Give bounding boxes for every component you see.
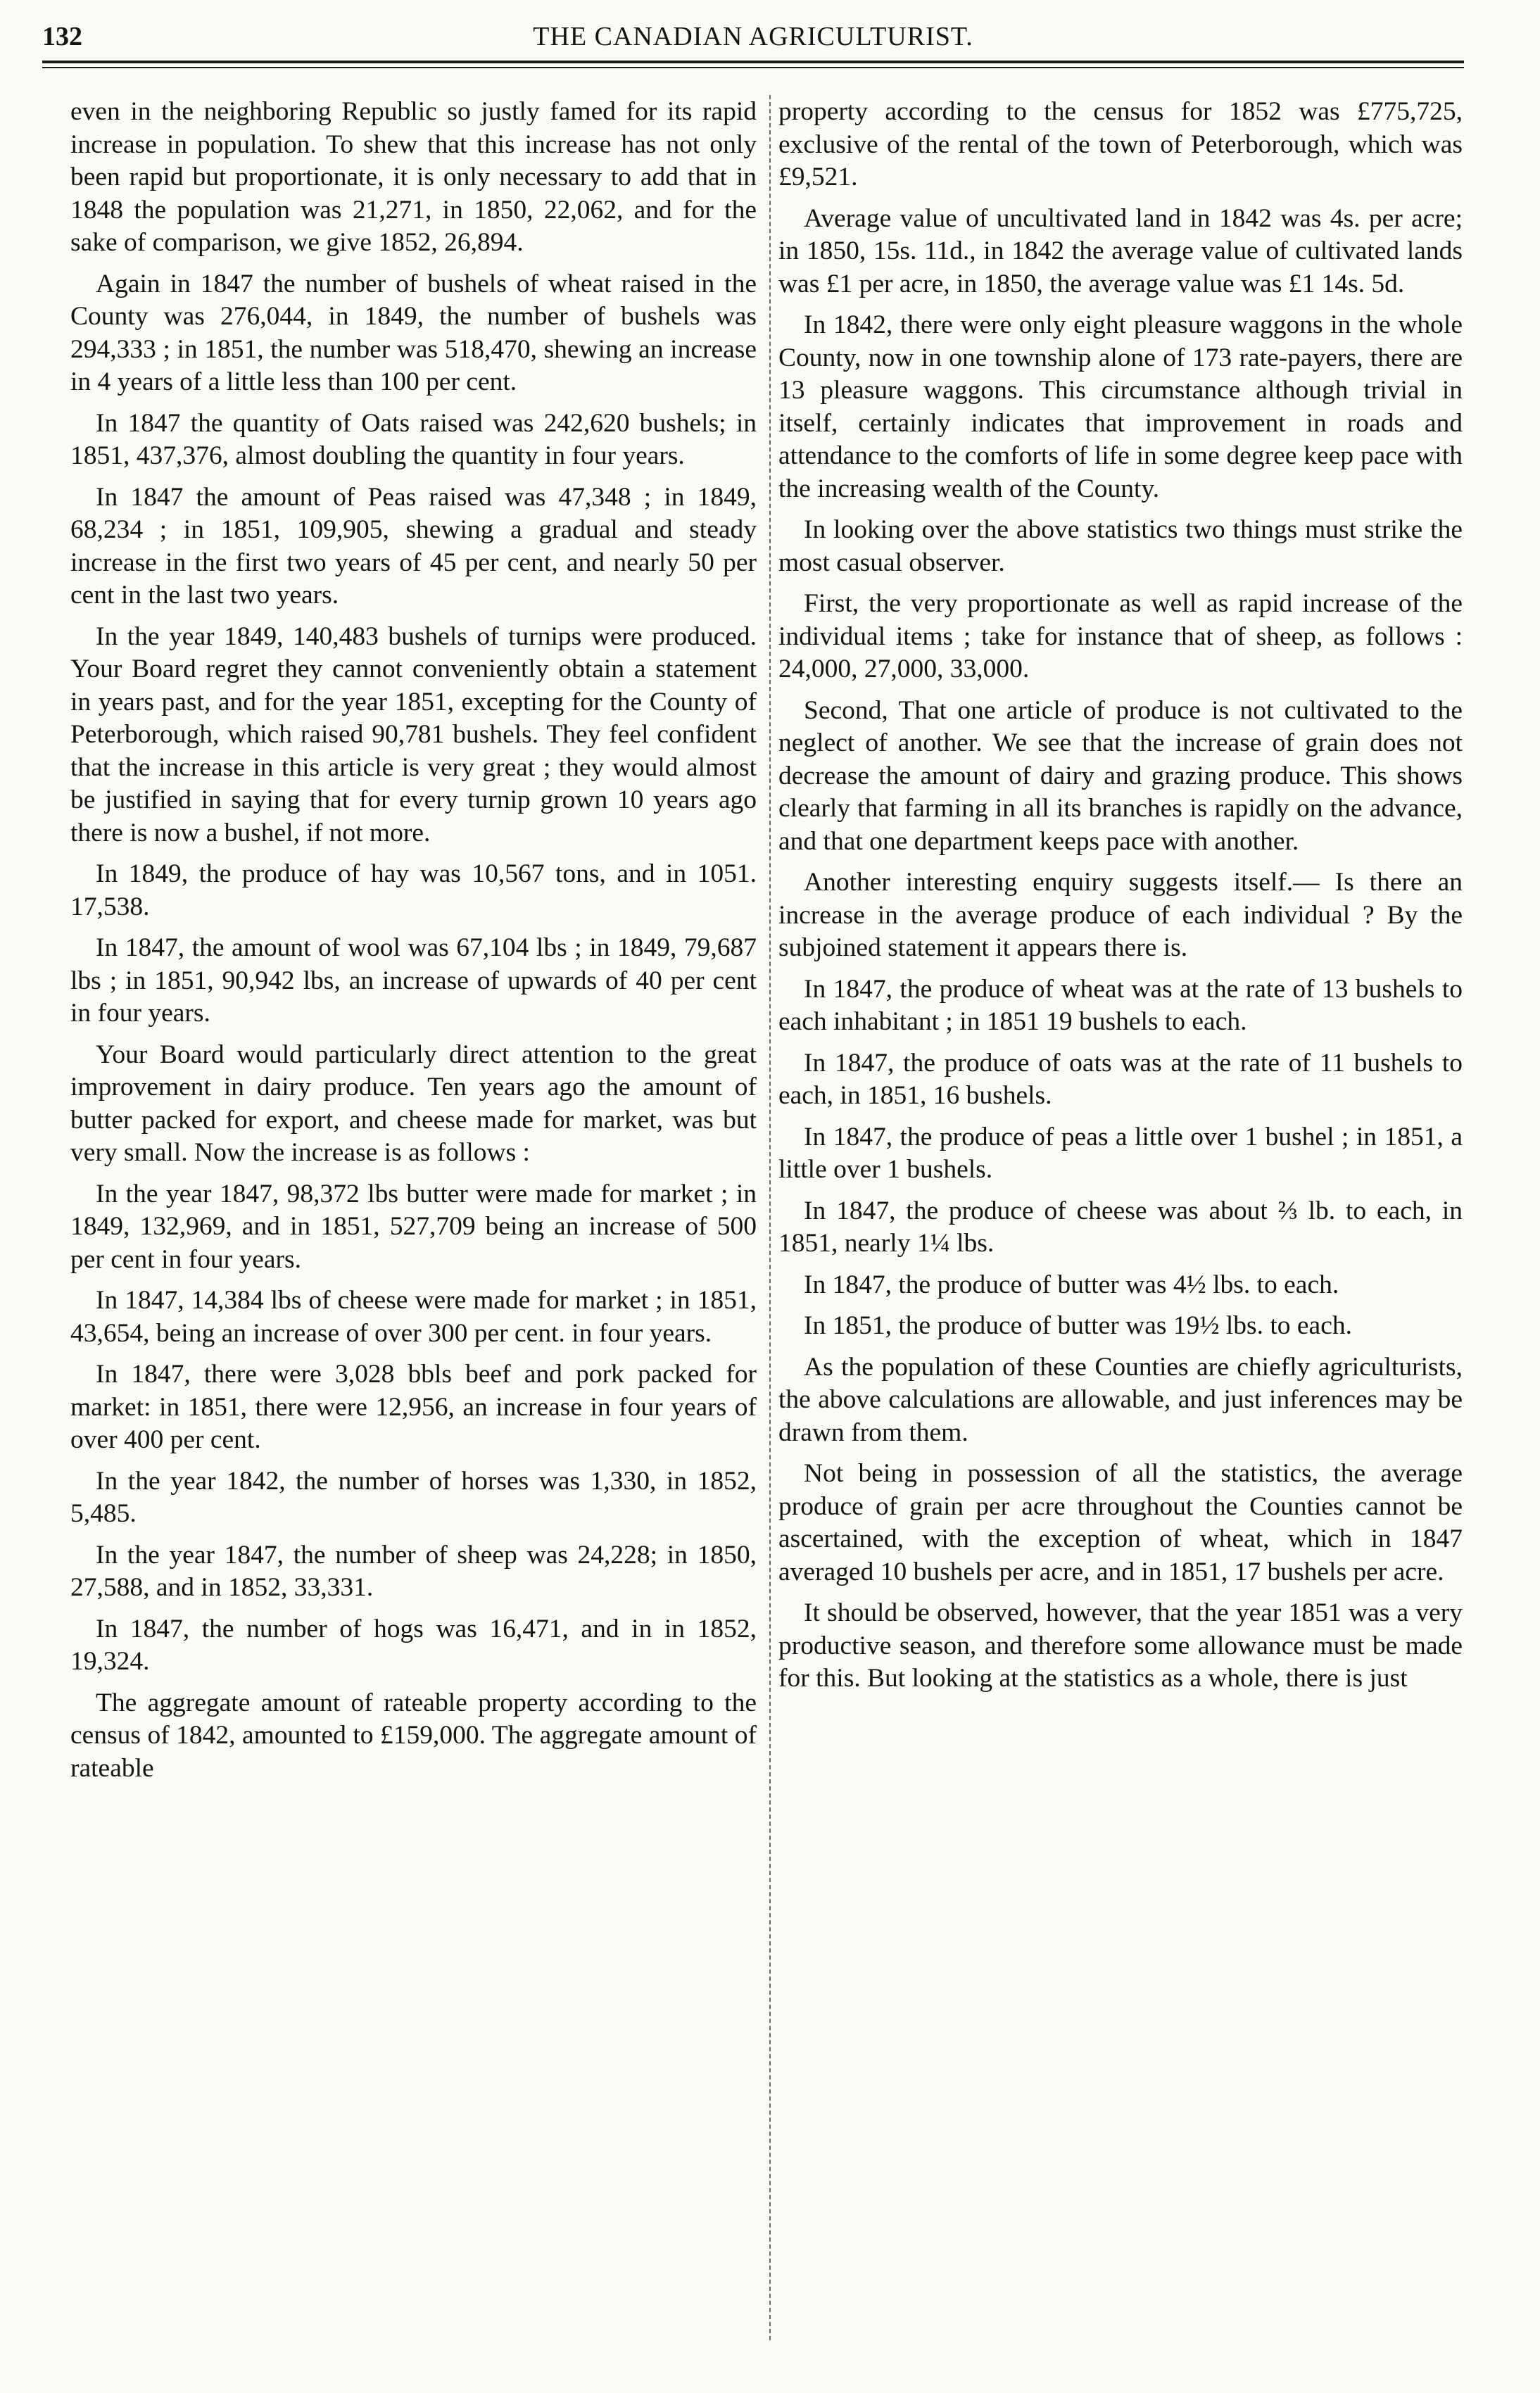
paragraph: Your Board would particularly direct attention to the great improvement in dairy produce. Ten years ago the amount of butter packed for export, and cheese made for market, was but very small. Now the increase is as follows : xyxy=(70,1040,757,1167)
column-divider xyxy=(769,95,771,2340)
paragraph: The aggregate amount of rateable property according to the census of 1842, amounted to £159,000. The aggregate amount of rateable xyxy=(70,1688,757,1783)
paragraph: In 1851, the produce of butter was 19½ lbs. to each. xyxy=(804,1311,1352,1340)
header-rule-thick xyxy=(42,61,1464,63)
paragraph: It should be observed, however, that the year 1851 was a very productive season, and therefore some allowance must be made for this. But looking at the statistics as a whole, there is just xyxy=(778,1598,1463,1693)
paragraph: In the year 1849, 140,483 bushels of turnips were produced. Your Board regret they cannot conveniently obtain a statement in years past, and for the year 1851, excepting for the County of Peterborough, which raised 90,781 bushels. They feel confident that the increase in this article is very great ; they would almost be justified in saying that for every turnip grown 10 years ago there is now a bushel, if not more. xyxy=(70,621,757,847)
paragraph: In the year 1847, 98,372 lbs butter were made for market ; in 1849, 132,969, and in 1851, 527,709 being an increase of 500 per cent in four years. xyxy=(70,1179,757,1274)
paragraph: First, the very proportionate as well as rapid increase of the individual items ; take for instance that of sheep, as follows : 24,000, 27,000, 33,000. xyxy=(778,589,1463,683)
paragraph: In 1849, the produce of hay was 10,567 tons, and in 1051. 17,538. xyxy=(70,859,757,921)
paragraph: Again in 1847 the number of bushels of wheat raised in the County was 276,044, in 1849, the number of bushels was 294,333 ; in 1851, the number was 518,470, shewing an increase in 4 years of a little less than 100 per cent. xyxy=(70,269,757,396)
paragraph: As the population of these Counties are chiefly agriculturists, the above calculations are allowable, and just inferences may be drawn from them. xyxy=(778,1352,1463,1447)
header-rule-thin xyxy=(42,67,1464,68)
paragraph: Average value of uncultivated land in 1842 was 4s. per acre; in 1850, 15s. 11d., in 1842 the average value of cultivated lands was £1 per acre, in 1850, the average value was £1 14s. 5d. xyxy=(778,203,1463,298)
paragraph: In 1847, the produce of wheat was at the rate of 13 bushels to each inhabitant ; in 1851 19 bushels to each. xyxy=(778,974,1463,1036)
paragraph: Not being in possession of all the statistics, the average produce of grain per acre throughout the Counties cannot be ascertained, with the exception of wheat, which in 1847 averaged 10 bushels per acre, and in 1851, 17 bushels per acre. xyxy=(778,1459,1463,1586)
left-column xyxy=(70,96,757,2348)
paragraph: In 1847, the produce of peas a little over 1 bushel ; in 1851, a little over 1 bushels. xyxy=(778,1122,1463,1184)
running-title: THE CANADIAN AGRICULTURIST. xyxy=(533,22,973,51)
paragraph: In 1842, there were only eight pleasure waggons in the whole County, now in one township alone of 173 rate-payers, there are 13 pleasure waggons. This circumstance although trivial in itself, certainly indicates that improvement in roads and attendance to the comforts of life in some degree keep pace with the increasing wealth of the County. xyxy=(778,310,1463,503)
paragraph: In 1847 the quantity of Oats raised was 242,620 bushels; in 1851, 437,376, almost doubling the quantity in four years. xyxy=(70,408,757,470)
paragraph: In the year 1842, the number of horses was 1,330, in 1852, 5,485. xyxy=(70,1466,757,1528)
paragraph: Second, That one article of produce is not cultivated to the neglect of another. We see that the increase of grain does not decrease the amount of dairy and grazing produce. This shows clearly that farming in all its branches is rapidly on the advance, and that one department keeps pace with another. xyxy=(778,695,1463,856)
page-header xyxy=(42,18,1464,59)
paragraph: In 1847 the amount of Peas raised was 47,348 ; in 1849, 68,234 ; in 1851, 109,905, shewing a gradual and steady increase in the first two years of 45 per cent, and nearly 50 per cent in the last two years. xyxy=(70,482,757,610)
paragraph: In 1847, the produce of cheese was about ⅔ lb. to each, in 1851, nearly 1¼ lbs. xyxy=(778,1196,1463,1258)
paragraph: In 1847, the number of hogs was 16,471, and in in 1852, 19,324. xyxy=(70,1614,757,1676)
paragraph: In 1847, the produce of butter was 4½ lbs. to each. xyxy=(804,1270,1339,1299)
paragraph: In 1847, the produce of oats was at the rate of 11 bushels to each, in 1851, 16 bushels. xyxy=(778,1048,1463,1110)
paragraph: In 1847, there were 3,028 bbls beef and pork packed for market: in 1851, there were 12,956, an increase in four years of over 400 per cent. xyxy=(70,1360,757,1454)
paragraph: property according to the census for 1852 was £775,725, exclusive of the rental of the town of Peterborough, which was £9,521. xyxy=(778,97,1463,191)
paragraph: In looking over the above statistics two things must strike the most casual observer. xyxy=(778,515,1463,577)
right-column xyxy=(778,96,1463,2348)
paragraph: In the year 1847, the number of sheep was 24,228; in 1850, 27,588, and in 1852, 33,331. xyxy=(70,1540,757,1602)
paragraph: In 1847, 14,384 lbs of cheese were made for market ; in 1851, 43,654, being an increase of over 300 per cent. in four years. xyxy=(70,1286,757,1348)
paragraph: even in the neighboring Republic so justly famed for its rapid increase in population. To shew that this increase has not only been rapid but proportionate, it is only necessary to add that in 1848 the population was 21,271, in 1850, 22,062, and for the sake of comparison, we give 1852, 26,894. xyxy=(70,97,757,257)
paragraph: Another interesting enquiry suggests itself.— Is there an increase in the average produce of each individual ? By the subjoined statement it appears there is. xyxy=(778,868,1463,962)
page-number: 132 xyxy=(42,22,82,51)
paragraph: In 1847, the amount of wool was 67,104 lbs ; in 1849, 79,687 lbs ; in 1851, 90,942 lbs, an increase of upwards of 40 per cent in four years. xyxy=(70,933,757,1028)
